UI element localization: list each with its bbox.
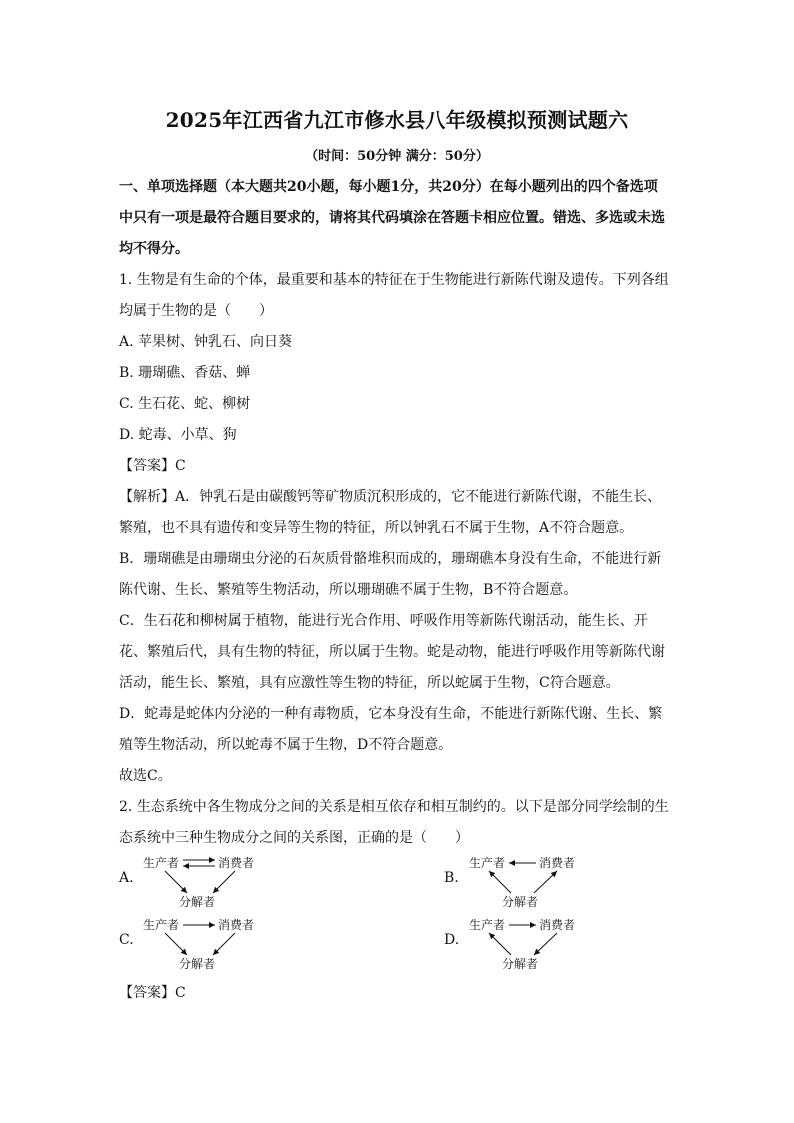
decomposer-node: 分解者 <box>179 957 216 971</box>
option-d-label: D. <box>444 932 460 948</box>
producer-node: 生产者 <box>469 918 506 932</box>
page-title: 2025年江西省九江市修水县八年级模拟预测试题六 <box>165 108 629 132</box>
decomposer-node: 分解者 <box>502 957 539 971</box>
consumer-node: 消费者 <box>539 856 576 870</box>
exam-content <box>119 172 675 1009</box>
decomposer-node: 分解者 <box>502 895 539 909</box>
diagram-row-cd <box>119 916 675 978</box>
producer-node: 生产者 <box>469 856 506 870</box>
question-1-answer: 【答案】C <box>119 458 186 474</box>
option-d-diagram <box>469 916 609 976</box>
producer-node: 生产者 <box>143 856 180 870</box>
section-heading-line: 中只有一项是最符合题目要求的，请将其代码填涂在答题卡相应位置。错选、多选或未选 <box>119 210 665 226</box>
question-2-stem: 态系统中三种生物成分之间的关系图，正确的是（ ） <box>119 830 469 846</box>
analysis-line: B．珊瑚礁是由珊瑚虫分泌的石灰质骨骼堆积而成的，珊瑚礁本身没有生命，不能进行新 <box>119 551 662 567</box>
consumer-node: 消费者 <box>218 856 255 870</box>
option-b-diagram <box>469 854 609 914</box>
diagram-row-ab <box>119 854 675 916</box>
consumer-node: 消费者 <box>539 918 576 932</box>
analysis-line: 故选C。 <box>119 768 172 784</box>
analysis-line: C．生石花和柳树属于植物，能进行光合作用、呼吸作用等新陈代谢活动，能生长、开 <box>119 613 648 629</box>
question-1-option-a: A. 苹果树、钟乳石、向日葵 <box>119 334 293 350</box>
analysis-line: D．蛇毒是蛇体内分泌的一种有毒物质，它本身没有生命，不能进行新陈代谢、生长、繁 <box>119 706 663 722</box>
consumer-node: 消费者 <box>218 918 255 932</box>
option-c-label: C. <box>119 932 134 948</box>
option-a-label: A. <box>119 870 134 886</box>
analysis-line: 活动，能生长、繁殖，具有应激性等生物的特征，所以蛇属于生物，C符合题意。 <box>119 675 620 691</box>
decomposer-node: 分解者 <box>179 895 216 909</box>
question-1-option-d: D. 蛇毒、小草、狗 <box>119 427 237 443</box>
analysis-line: 殖等生物活动，所以蛇毒不属于生物，D不符合题意。 <box>119 737 453 753</box>
question-1-stem: 均属于生物的是（ ） <box>119 303 273 319</box>
producer-node: 生产者 <box>143 918 180 932</box>
analysis-line: 陈代谢、生长、繁殖等生物活动，所以珊瑚礁不属于生物，B不符合题意。 <box>119 582 578 598</box>
question-1-stem: 1. 生物是有生命的个体，最重要和基本的特征在于生物能进行新陈代谢及遗传。下列各组 <box>119 272 669 288</box>
option-c-diagram <box>143 916 283 976</box>
option-b-label: B. <box>444 870 459 886</box>
analysis-line: 花、繁殖后代，具有生物的特征，所以属于生物。蛇是动物，能进行呼吸作用等新陈代谢 <box>119 644 665 660</box>
question-2-answer: 【答案】C <box>119 985 186 1001</box>
section-heading-line: 均不得分。 <box>119 241 189 257</box>
question-1-option-c: C. 生石花、蛇、柳树 <box>119 396 251 412</box>
option-a-diagram <box>143 854 283 914</box>
question-1-option-b: B. 珊瑚礁、香菇、蝉 <box>119 365 251 381</box>
analysis-line: 繁殖，也不具有遗传和变异等生物的特征，所以钟乳石不属于生物，A不符合题意。 <box>119 520 634 536</box>
section-heading-line: 一、单项选择题（本大题共20小题，每小题1分，共20分）在每小题列出的四个备选项 <box>119 179 658 195</box>
question-2-stem: 2. 生态系统中各生物成分之间的关系是相互依存和相互制约的。以下是部分同学绘制的生 <box>119 799 669 815</box>
exam-info: （时间：50分钟 满分：50分） <box>305 149 489 164</box>
analysis-line: 【解析】A．钟乳石是由碳酸钙等矿物质沉积形成的，它不能进行新陈代谢，不能生长、 <box>119 489 662 505</box>
